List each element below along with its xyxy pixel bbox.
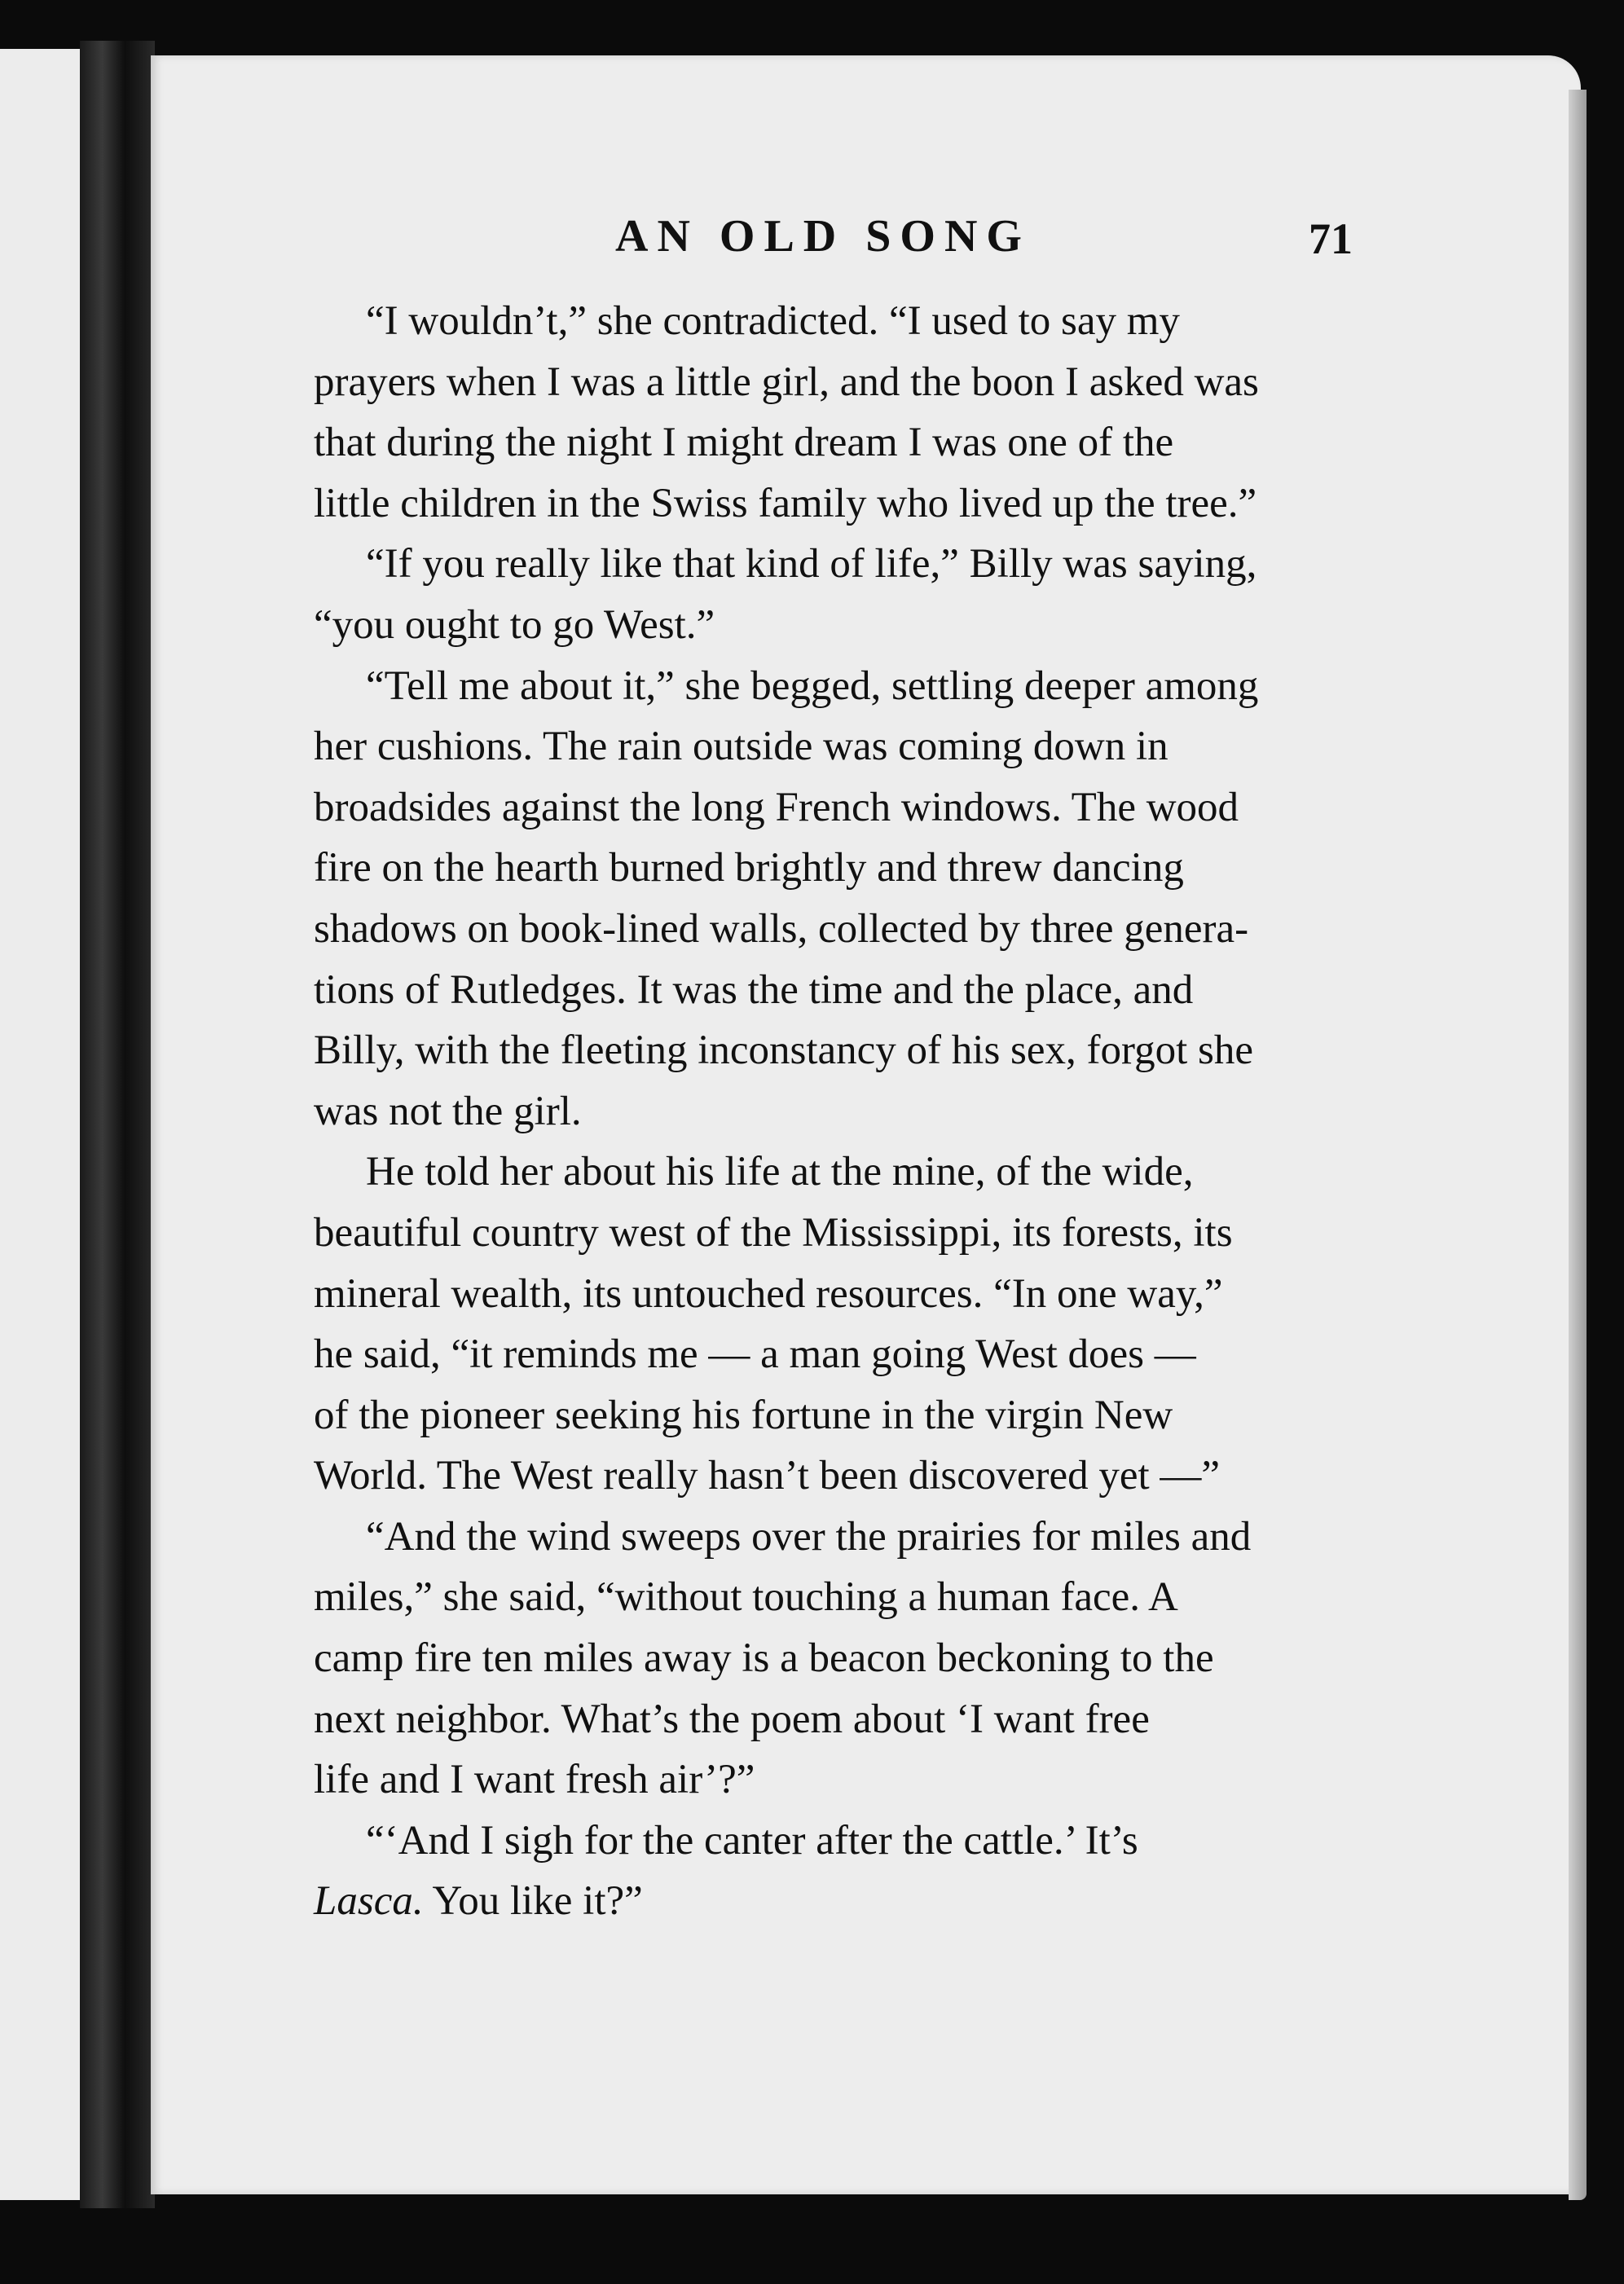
body-text bbox=[314, 291, 1353, 1932]
text-line: her cushions. The rain outside was coming down in bbox=[314, 724, 1168, 770]
text-line: Billy, with the fleeting inconstancy of his sex, forgot she bbox=[314, 1028, 1253, 1074]
text-line: “And the wind sweeps over the prairies for miles and bbox=[366, 1513, 1252, 1560]
text-line: shadows on book-lined walls, collected by three genera- bbox=[314, 905, 1249, 952]
text-line: little children in the Swiss family who lived up the tree.” bbox=[314, 480, 1257, 526]
text-line: “If you really like that kind of life,” Billy was saying, bbox=[366, 541, 1257, 588]
running-head bbox=[314, 210, 1353, 267]
page-edge-shadow bbox=[1569, 90, 1587, 2200]
text-line: World. The West really hasn’t been discovered yet —” bbox=[314, 1453, 1221, 1499]
text-line: prayers when I was a little girl, and the boon I asked was bbox=[314, 359, 1259, 405]
text-fragment: You like it?” bbox=[423, 1878, 643, 1925]
text-line bbox=[314, 1871, 1353, 1932]
text-line: next neighbor. What’s the poem about ‘I want free bbox=[314, 1696, 1150, 1742]
text-line: that during the night I might dream I was one of the bbox=[314, 420, 1174, 466]
text-line: camp fire ten miles away is a beacon beckoning to the bbox=[314, 1635, 1214, 1682]
running-title: AN OLD SONG bbox=[615, 211, 1031, 262]
text-line: was not the girl. bbox=[314, 1088, 582, 1134]
page-number: 71 bbox=[1309, 214, 1353, 263]
poem-title: Lasca. bbox=[314, 1878, 424, 1925]
text-line: “Tell me about it,” she begged, settling deeper among bbox=[366, 662, 1259, 709]
text-line: tions of Rutledges. It was the time and the place, and bbox=[314, 966, 1194, 1013]
text-line: “‘And I sigh for the canter after the cattle.’ It’s bbox=[366, 1817, 1138, 1864]
text-line: “I wouldn’t,” she contradicted. “I used to say my bbox=[366, 298, 1180, 344]
text-line: broadsides against the long French windows. The wood bbox=[314, 784, 1239, 830]
text-line: “you ought to go West.” bbox=[314, 601, 715, 648]
book-gutter bbox=[80, 41, 155, 2208]
text-line: beautiful country west of the Mississippi, its forests, its bbox=[314, 1209, 1233, 1256]
text-line: He told her about his life at the mine, of the wide, bbox=[366, 1149, 1194, 1195]
text-line: miles,” she said, “without touching a human face. A bbox=[314, 1574, 1178, 1621]
text-line: mineral wealth, its untouched resources. “In one way,” bbox=[314, 1270, 1223, 1317]
text-line: of the pioneer seeking his fortune in the virgin New bbox=[314, 1392, 1173, 1438]
text-line: fire on the hearth burned brightly and threw dancing bbox=[314, 845, 1184, 891]
text-line: he said, “it reminds me — a man going West does — bbox=[314, 1331, 1196, 1378]
facing-page-edge bbox=[0, 49, 81, 2200]
text-line: life and I want fresh air’?” bbox=[314, 1757, 755, 1803]
